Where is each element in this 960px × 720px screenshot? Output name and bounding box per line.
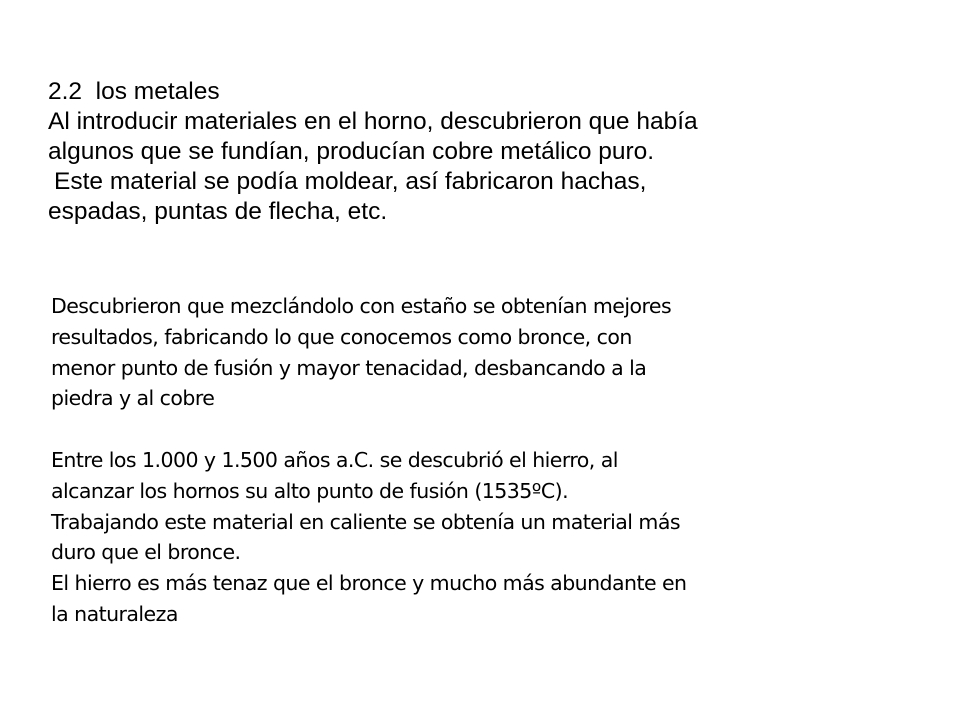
bronze-paragraph-line: menor punto de fusión y mayor tenacidad, desbancando a la bbox=[51, 355, 647, 380]
bronze-paragraph-line: Descubrieron que mezclándolo con estaño se obtenían mejores bbox=[51, 294, 672, 318]
iron-paragraph-line: El hierro es más tenaz que el bronce y mucho más abundante en bbox=[51, 571, 687, 596]
iron-paragraph-line: Entre los 1.000 y 1.500 años a.C. se descubrió el hierro, al bbox=[51, 447, 618, 472]
intro-line: Al introducir materiales en el horno, descubrieron que había bbox=[48, 108, 698, 135]
section-title: 2.2 los metales bbox=[48, 78, 220, 105]
iron-paragraph-line: Trabajando este material en caliente se obtenía un material más bbox=[51, 509, 680, 534]
intro-line: Este material se podía moldear, así fabricaron hachas, bbox=[54, 168, 647, 195]
intro-text-block bbox=[48, 77, 928, 227]
iron-paragraph-line: alcanzar los hornos su alto punto de fusión (1535ºC). bbox=[51, 478, 569, 503]
bronze-paragraph-line: resultados, fabricando lo que conocemos como bronce, con bbox=[51, 324, 632, 349]
paragraph-spacer bbox=[51, 414, 931, 445]
iron-paragraph-line: la naturaleza bbox=[51, 601, 178, 626]
intro-line: algunos que se fundían, producían cobre metálico puro. bbox=[48, 138, 655, 165]
iron-paragraph-line: duro que el bronce. bbox=[51, 540, 241, 565]
body-text-block bbox=[51, 291, 931, 630]
intro-line: espadas, puntas de flecha, etc. bbox=[48, 198, 388, 225]
bronze-paragraph-line: piedra y al cobre bbox=[51, 386, 215, 411]
